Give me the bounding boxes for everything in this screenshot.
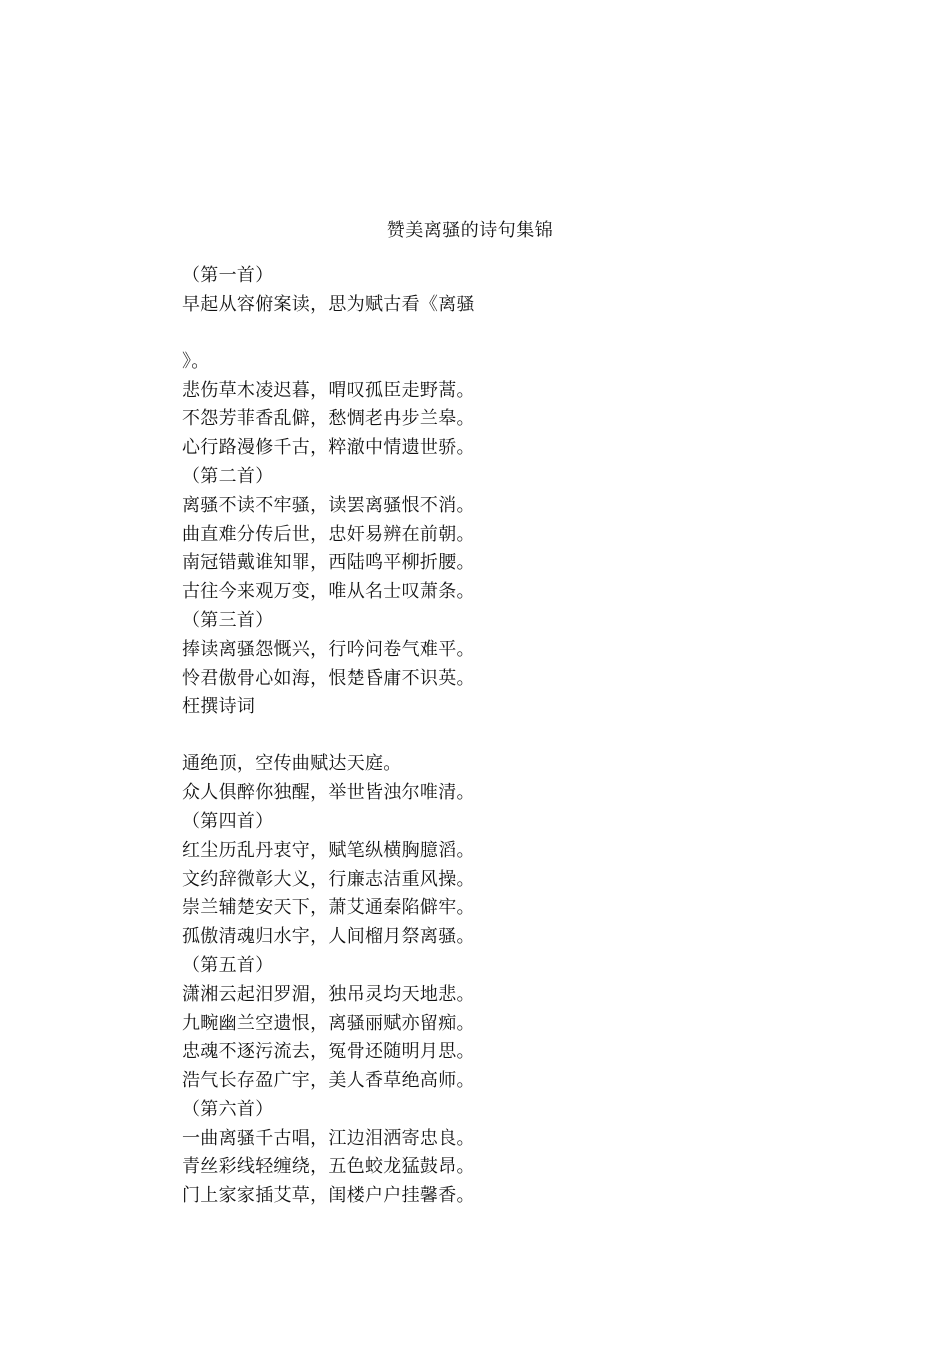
poem-line: 红尘历乱丹衷守，赋笔纵横胸臆滔。 (182, 839, 475, 861)
poem-line: 文约辞微彰大义，行廉志洁重风操。 (182, 868, 475, 890)
poem-line: 》。 (182, 350, 210, 372)
poem-line: 众人俱醉你独醒，举世皆浊尔唯清。 (182, 782, 475, 804)
poem-line: 忠魂不逐污流去，冤骨还随明月思。 (182, 1041, 475, 1063)
poem-line: 怜君傲骨心如海，恨楚昏庸不识英。 (182, 667, 475, 689)
poem-line: 潇湘云起汨罗湄，独吊灵均天地悲。 (182, 983, 475, 1005)
poem-line: 门上家家插艾草，闺楼户户挂馨香。 (182, 1185, 475, 1207)
poem-section-heading: （第六首） (182, 1098, 274, 1120)
poem-line: 枉撰诗词 (182, 696, 256, 718)
poem-line: 不怨芳菲香乱僻，愁惆老冉步兰皋。 (182, 408, 475, 430)
poem-line: 通绝顶，空传曲赋达天庭。 (182, 753, 402, 775)
poem-line: 悲伤草木凌迟暮，喟叹孤臣走野蒿。 (182, 379, 475, 401)
poem-line: 早起从容俯案读，思为赋古看《离骚 (182, 293, 475, 315)
poem-section-heading: （第二首） (182, 465, 274, 487)
poem-line: 离骚不读不牢骚，读罢离骚恨不消。 (182, 494, 475, 516)
poem-line: 青丝彩线轻缠绕，五色蛟龙猛鼓昂。 (182, 1156, 475, 1178)
poem-line: 浩气长存盈广宇，美人香草绝高师。 (182, 1070, 475, 1092)
poem-line: 九畹幽兰空遗恨，离骚丽赋亦留痴。 (182, 1012, 475, 1034)
blank-line (182, 722, 782, 750)
poem-line: 崇兰辅楚安天下，萧艾通秦陷僻牢。 (182, 897, 475, 919)
poem-line: 曲直难分传后世，忠奸易辨在前朝。 (182, 523, 475, 545)
poem-line: 古往今来观万变，唯从名士叹萧条。 (182, 581, 475, 603)
poem-line: 南冠错戴谁知罪，西陆鸣平柳折腰。 (182, 552, 475, 574)
blank-line (182, 320, 782, 348)
document-title: 赞美离骚的诗句集锦 (386, 220, 554, 241)
poem-line: 捧读离骚怨慨兴，行吟问卷气难平。 (182, 638, 475, 660)
poem-line: 一曲离骚千古唱，江边泪洒寄忠良。 (182, 1127, 475, 1149)
poem-line: 孤傲清魂归水宇，人间榴月祭离骚。 (182, 926, 475, 948)
poem-line: 心行路漫修千古，粹澈中情遗世骄。 (182, 437, 475, 459)
poem-body (182, 262, 782, 1211)
poem-section-heading: （第一首） (182, 265, 274, 286)
poem-section-heading: （第五首） (182, 954, 274, 976)
poem-section-heading: （第四首） (182, 810, 274, 832)
poem-section-heading: （第三首） (182, 609, 274, 631)
